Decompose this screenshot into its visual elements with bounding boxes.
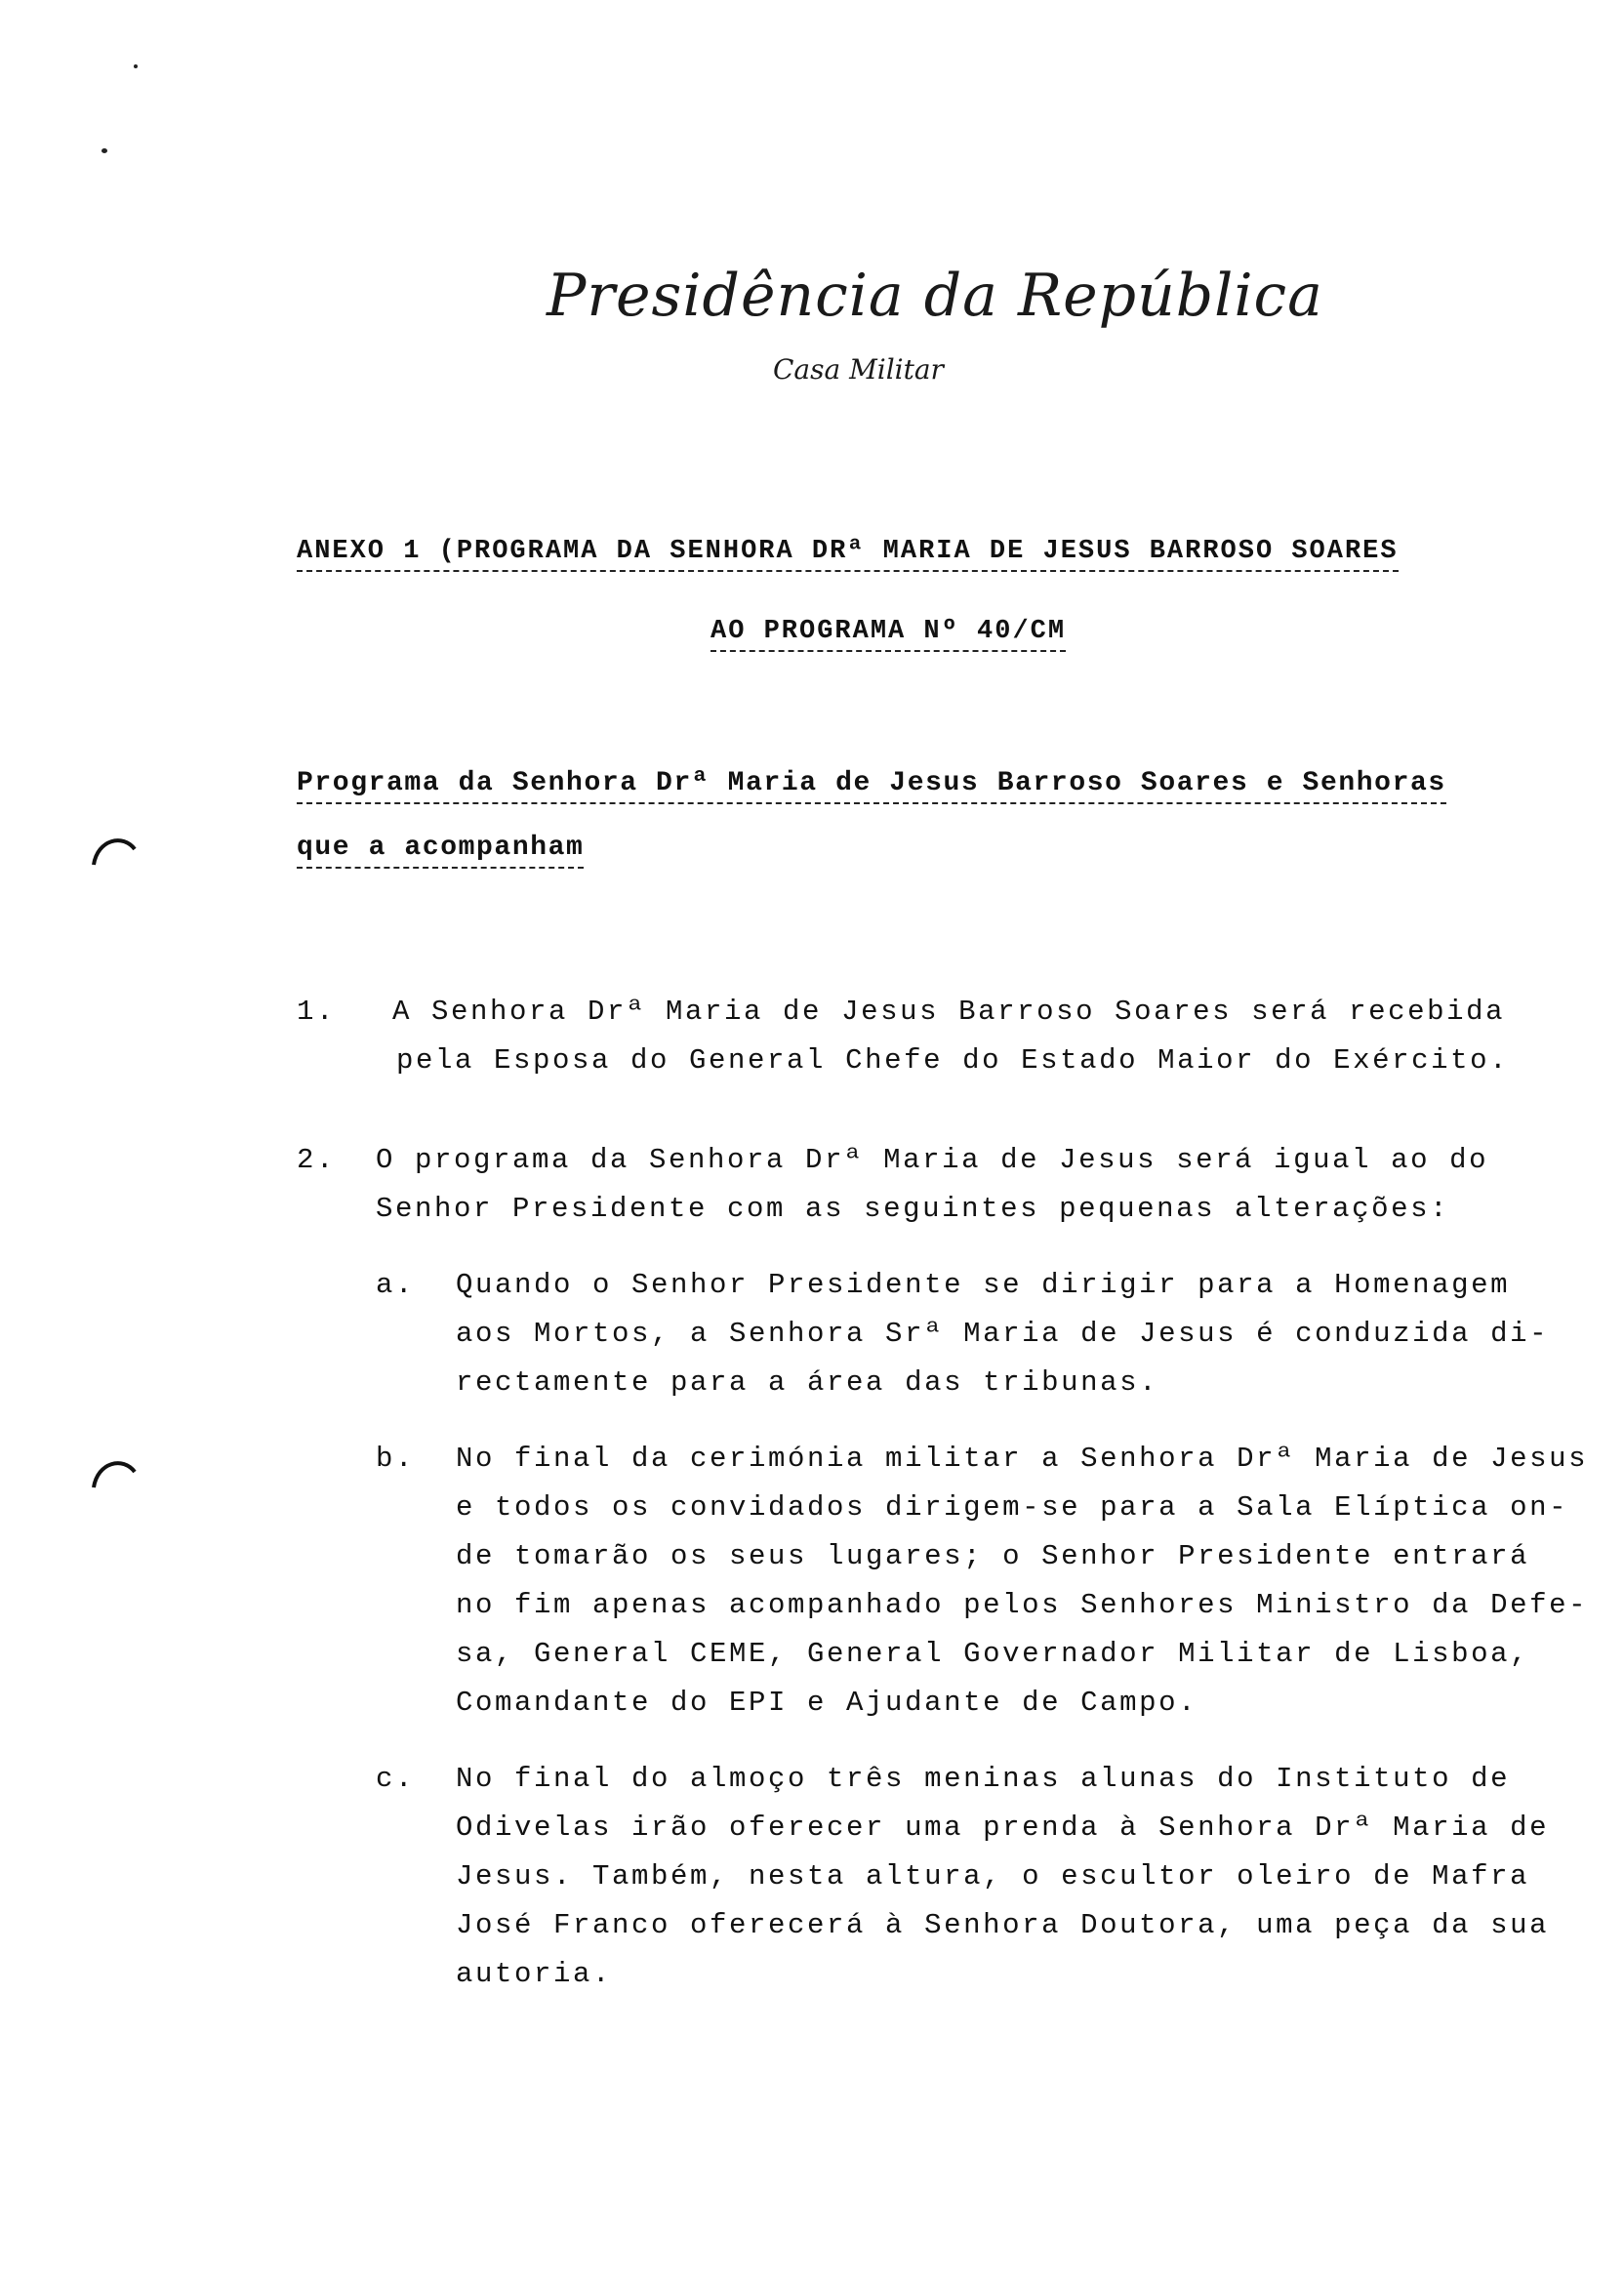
annex-title-line-1: ANEXO 1 (PROGRAMA DA SENHORA DRª MARIA DE JESUS BARROSO SOARES (297, 535, 1399, 572)
subitem-letter: c. (376, 1763, 416, 1795)
item-number: 2. (297, 1144, 337, 1176)
subitem-text-line: No final da cerimónia militar a Senhora Drª Maria de Jesus (456, 1443, 1589, 1475)
punch-hole-mark (90, 830, 139, 869)
subitem-text-line: No final do almoço três meninas alunas do Instituto de (456, 1763, 1511, 1795)
subitem-text-line: Quando o Senhor Presidente se dirigir para a Homenagem (456, 1269, 1511, 1301)
subitem-letter: b. (376, 1443, 416, 1475)
program-heading-line-2: que a acompanham (297, 832, 584, 869)
subitem-text-line: autoria. (456, 1958, 613, 1990)
subitem-text-line: de tomarão os seus lugares; o Senhor Presidente entrará (456, 1540, 1530, 1572)
program-heading-line-1: Programa da Senhora Drª Maria de Jesus Barroso Soares e Senhoras (297, 767, 1446, 804)
scan-speck (102, 148, 107, 153)
item-text-line: Senhor Presidente com as seguintes pequenas alterações: (376, 1193, 1450, 1225)
subitem-text-line: Comandante do EPI e Ajudante de Campo. (456, 1687, 1198, 1719)
subitem-text-line: sa, General CEME, General Governador Militar de Lisboa, (456, 1638, 1530, 1670)
scan-speck (134, 64, 138, 68)
subitem-letter: a. (376, 1269, 416, 1301)
subitem-text-line: e todos os convidados dirigem-se para a Sala Elíptica on- (456, 1491, 1569, 1524)
annex-title-line-2: AO PROGRAMA Nº 40/CM (710, 615, 1066, 652)
subitem-text-line: Jesus. Também, nesta altura, o escultor oleiro de Mafra (456, 1860, 1530, 1893)
subitem-text-line: aos Mortos, a Senhora Srª Maria de Jesus é conduzida di- (456, 1318, 1550, 1350)
item-text-line: O programa da Senhora Drª Maria de Jesus será igual ao do (376, 1144, 1489, 1176)
item-number: 1. (297, 996, 337, 1028)
letterhead-title: Presidência da República (547, 262, 1323, 330)
letterhead-subtitle: Casa Militar (773, 353, 944, 386)
subitem-text-line: José Franco oferecerá à Senhora Doutora, uma peça da sua (456, 1909, 1550, 1941)
subitem-text-line: no fim apenas acompanhado pelos Senhores Ministro da Defe- (456, 1589, 1589, 1621)
subitem-text-line: rectamente para a área das tribunas. (456, 1366, 1159, 1399)
item-text-line: pela Esposa do General Chefe do Estado Maior do Exército. (396, 1044, 1510, 1077)
punch-hole-mark (90, 1452, 139, 1491)
subitem-text-line: Odivelas irão oferecer uma prenda à Senhora Drª Maria de (456, 1812, 1550, 1844)
item-text-line: A Senhora Drª Maria de Jesus Barroso Soares será recebida (392, 996, 1506, 1028)
